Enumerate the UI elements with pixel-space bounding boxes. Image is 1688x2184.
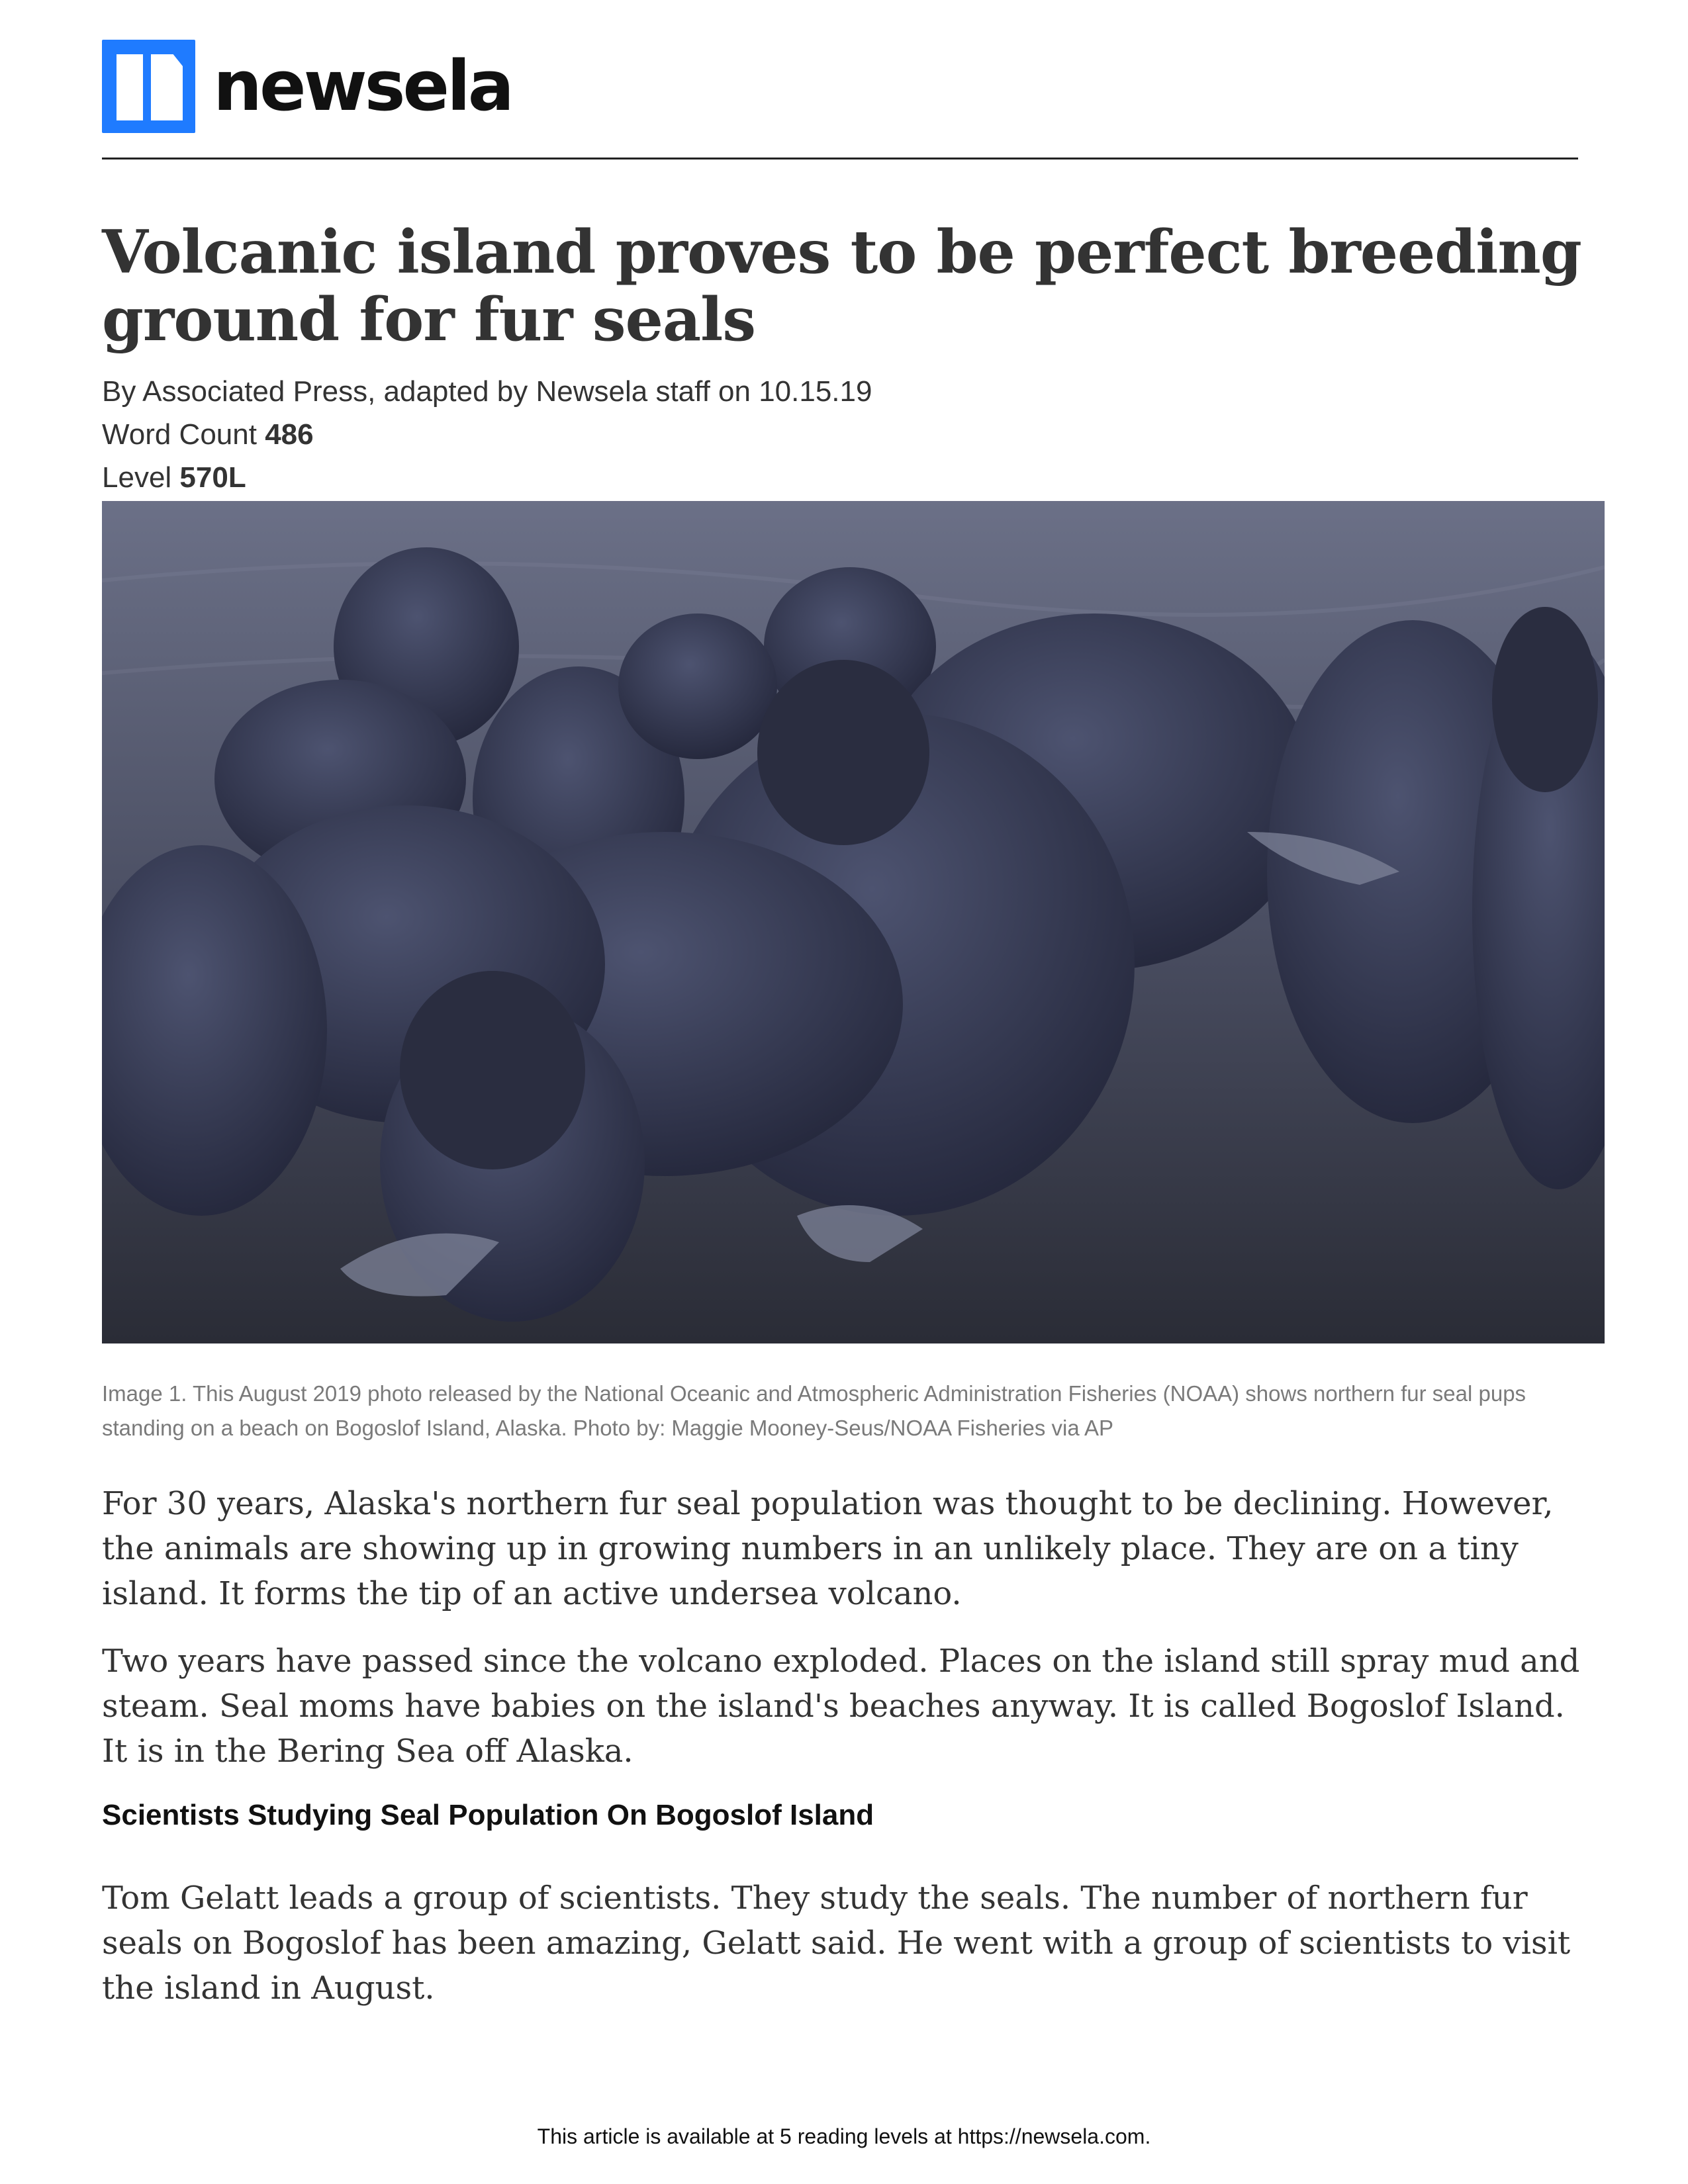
word-count xyxy=(102,415,314,455)
brand-name[interactable]: newsela xyxy=(213,46,512,126)
byline: By Associated Press, adapted by Newsela staff on 10.15.19 xyxy=(102,375,872,408)
article-paragraph-1: For 30 years, Alaska's northern fur seal population was thought to be declining. However, the animals are showing up in growing numbers in an unlikely place. They are on a tiny island. It forms the tip of an active undersea volcano. xyxy=(102,1485,1554,1612)
level-label: Level xyxy=(102,461,172,494)
seal-pups-image xyxy=(102,501,1605,1343)
page-footer: This article is available at 5 reading levels at https://newsela.com. xyxy=(537,2124,1151,2148)
article-photo xyxy=(102,501,1605,1343)
newsela-logo-icon[interactable] xyxy=(102,40,195,133)
article-paragraph-3: Tom Gelatt leads a group of scientists. They study the seals. The number of northern fur seals on Bogoslof has been amazing, Gelatt said. He went with a group of scientists to visit the island in August. xyxy=(102,1880,1571,2007)
reading-level xyxy=(102,458,246,498)
level-value: 570L xyxy=(179,461,246,494)
site-header xyxy=(102,40,1578,159)
article-title: Volcanic island proves to be perfect breeding ground for fur seals xyxy=(102,217,1581,355)
image-caption: Image 1. This August 2019 photo released by the National Oceanic and Atmospheric Administration Fisheries (NOAA) shows northern fur seal pups standing on a beach on Bogoslof Island, Alaska. Photo by: Maggie Mooney-Seus/NOAA Fisheries via AP xyxy=(102,1381,1526,1440)
section-heading: Scientists Studying Seal Population On Bogoslof Island xyxy=(102,1799,874,1831)
article-paragraph-2: Two years have passed since the volcano exploded. Places on the island still spray mud and steam. Seal moms have babies on the island's beaches anyway. It is called Bogoslof Island. It is in the Bering Sea off Alaska. xyxy=(102,1643,1580,1770)
word-count-value: 486 xyxy=(265,418,314,451)
word-count-label: Word Count xyxy=(102,418,257,451)
header-divider xyxy=(102,158,1578,159)
